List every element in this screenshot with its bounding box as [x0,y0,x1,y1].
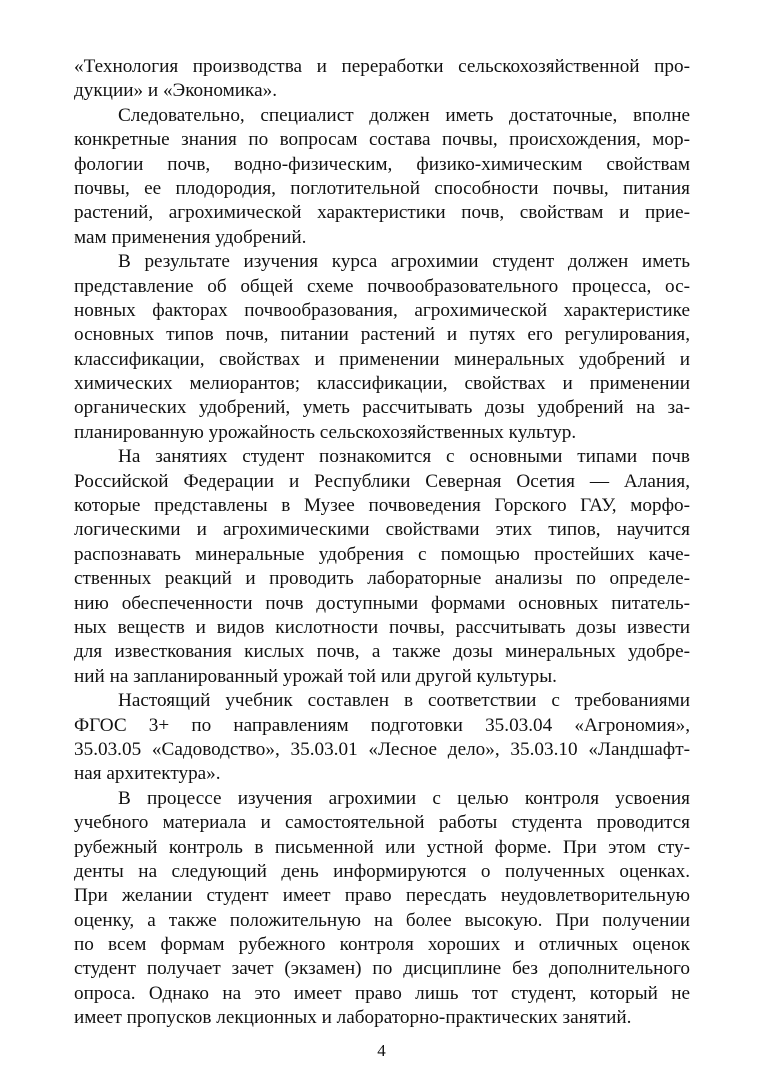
text-line: нию обеспеченности почв доступными формами основных питатель- [74,592,690,614]
text-line: В процессе изучения агрохимии с целью контроля усвоения [118,787,690,809]
text-line: растений, агрохимической характеристики почв, свойствам и прие- [74,202,690,224]
text-line: мам применения удобрений. [74,226,307,248]
text-line: для известкования кислых почв, а также дозы минеральных удобре- [74,641,690,663]
text-line: 35.03.05 «Садоводство», 35.03.01 «Лесное дело», 35.03.10 «Ландшафт- [74,738,690,760]
text-line: ственных реакций и проводить лабораторные анализы по определе- [74,568,690,590]
text-line: ных веществ и видов кислотности почвы, рассчитывать дозы извести [74,616,690,638]
text-line: представление об общей схеме почвообразовательного процесса, ос- [74,275,690,297]
text-line: При желании студент имеет право пересдать неудовлетворительную [74,885,690,907]
text-line: фологии почв, водно-физическим, физико-химическим свойствам [74,153,690,175]
text-line: ная архитектура». [74,763,221,785]
paragraph [74,250,690,445]
text-line: студент получает зачет (экзамен) по дисциплине без дополнительного [74,958,690,980]
text-line: оценку, а также положительную на более высокую. При получении [74,909,690,931]
text-line: ФГОС 3+ по направлениям подготовки 35.03.04 «Агрономия», [74,714,690,736]
text-line: конкретные знания по вопросам состава почвы, происхождения, мор- [74,129,690,151]
text-line: распознавать минеральные удобрения с помощью простейших каче- [74,543,690,565]
text-line: Настоящий учебник составлен в соответствии с требованиями [118,690,690,712]
text-line: «Технология производства и переработки сельскохозяйственной про- [74,56,690,77]
text-line: органических удобрений, уметь рассчитывать дозы удобрений на за- [74,397,690,419]
text-line: которые представлены в Музее почвоведения Горского ГАУ, морфо- [74,495,690,517]
paragraph [74,55,690,104]
text-line: учебного материала и самостоятельной работы студента проводится [74,812,690,834]
text-line: химических мелиорантов; классификации, свойствах и применении [74,373,690,395]
paragraph [74,445,690,689]
text-line: рубежный контроль в письменной или устной форме. При этом сту- [74,836,690,858]
text-line: классификации, свойствах и применении минеральных удобрений и [74,348,690,370]
text-line: На занятиях студент познакомится с основными типами почв [118,446,690,468]
text-line: почвы, ее плодородия, поглотительной способности почвы, питания [74,177,690,199]
text-line: денты на следующий день информируются о полученных оценках. [74,860,690,882]
text-line: дукции» и «Экономика». [74,80,277,102]
text-line: Российской Федерации и Республики Северная Осетия — Алания, [74,470,690,492]
page-body-text [74,55,690,1031]
paragraph [74,689,690,787]
text-line: основных типов почв, питании растений и путях его регулирования, [74,324,690,346]
paragraph [74,104,690,250]
text-line: опроса. Однако на это имеет право лишь тот студент, который не [74,982,690,1004]
page-number: 4 [377,1041,386,1060]
text-line: В результате изучения курса агрохимии студент должен иметь [118,251,690,273]
text-line: новных факторах почвообразования, агрохимической характеристике [74,299,690,321]
paragraph [74,787,690,1031]
text-line: имеет пропусков лекционных и лабораторно-практических занятий. [74,1007,632,1029]
text-line: Следовательно, специалист должен иметь достаточные, вполне [118,104,690,126]
text-line: планированную урожайность сельскохозяйственных культур. [74,421,577,443]
text-line: логическими и агрохимическими свойствами этих типов, научится [74,519,690,541]
text-line: по всем формам рубежного контроля хороших и отличных оценок [74,934,690,956]
text-line: ний на запланированный урожай той или другой культуры. [74,665,557,687]
